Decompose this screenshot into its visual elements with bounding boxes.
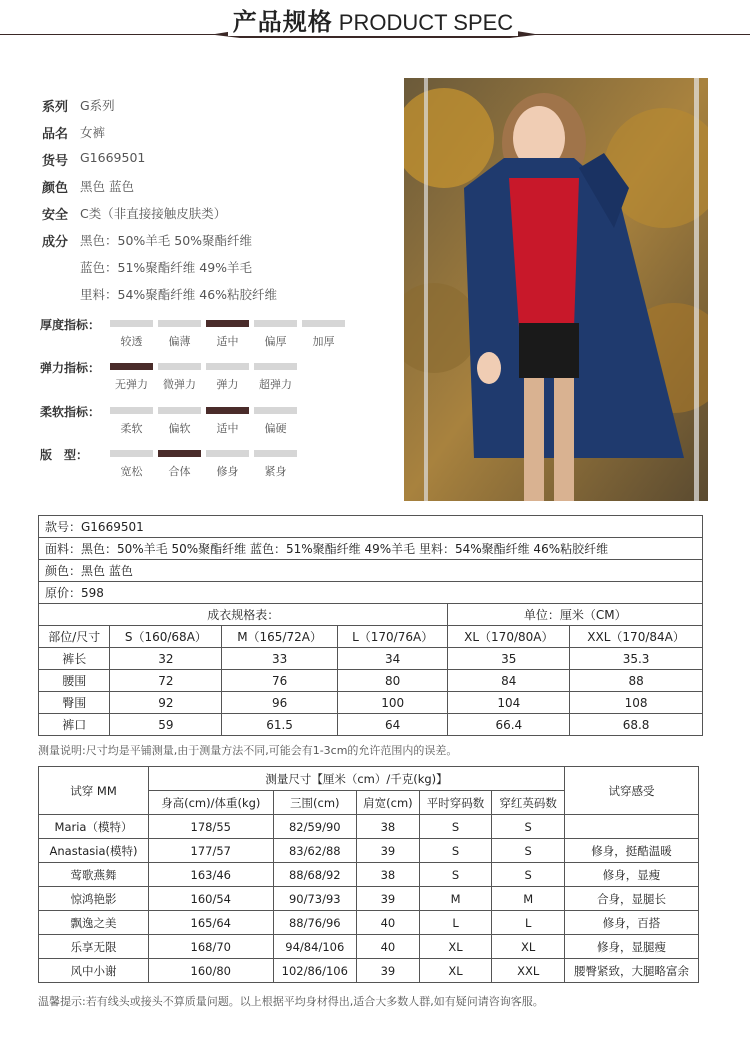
indicator-option-label: 适中 <box>216 335 239 348</box>
spec-colors: 颜色：黑色 蓝色 <box>39 560 703 582</box>
size-cell: 88 <box>570 670 703 692</box>
indicator-scale <box>110 407 297 436</box>
indicator-option <box>158 363 201 392</box>
page-header <box>0 0 750 62</box>
indicator-option <box>110 450 153 479</box>
size-header-cell: L（170/76A） <box>337 626 448 648</box>
fit-cell: 40 <box>357 911 420 935</box>
fit-cell: Anastasia(模特) <box>39 839 149 863</box>
fit-cell: 合身，显腿长 <box>565 887 699 911</box>
indicator-bar-selected <box>206 320 249 327</box>
fit-cell: 177/57 <box>149 839 274 863</box>
fit-cell: 莺歌燕舞 <box>39 863 149 887</box>
fit-cell: 修身，显腿瘦 <box>565 935 699 959</box>
indicator-bar <box>254 450 297 457</box>
attr-series: 系列 G系列 <box>42 98 115 115</box>
fit-cell: L <box>492 911 565 935</box>
indicator-option-label: 加厚 <box>312 335 335 348</box>
indicator-bar <box>158 407 201 414</box>
indicator-option-label: 偏厚 <box>264 335 287 348</box>
fit-cell: 40 <box>357 935 420 959</box>
indicator-bar <box>110 407 153 414</box>
fit-cell: S <box>492 815 565 839</box>
fit-cell: S <box>419 815 492 839</box>
fit-cell <box>565 815 699 839</box>
fit-subheader-cell: 身高(cm)/体重(kg) <box>149 791 274 815</box>
fit-cell: Maria（模特） <box>39 815 149 839</box>
size-cell: 92 <box>110 692 222 714</box>
fit-cell: 165/64 <box>149 911 274 935</box>
indicator-option <box>158 450 201 479</box>
fit-row <box>39 815 699 839</box>
indicator-option-label: 弹力 <box>216 378 239 391</box>
size-cell: 96 <box>222 692 338 714</box>
indicator-label: 厚度指标： <box>40 318 101 332</box>
fit-cell: 160/80 <box>149 959 274 983</box>
title-cn: 产品规格 <box>232 8 333 36</box>
indicator-option-label: 微弹力 <box>163 378 196 391</box>
fit-row <box>39 887 699 911</box>
attribute-list <box>42 96 382 312</box>
fit-cell: S <box>419 839 492 863</box>
indicator-bar <box>110 450 153 457</box>
spec-fabric: 面料：黑色：50%羊毛 50%聚酯纤维 蓝色：51%聚酯纤维 49%羊毛 里料：54%聚酯纤维 46%粘胶纤维 <box>39 538 703 560</box>
indicator-option <box>254 320 297 349</box>
size-cell: 64 <box>337 714 448 736</box>
fit-cell: 39 <box>357 839 420 863</box>
indicator-scale <box>110 450 297 479</box>
indicator-label: 版 型： <box>40 448 89 462</box>
fit-cell: 83/62/88 <box>273 839 357 863</box>
indicator-option-label: 紧身 <box>264 465 287 478</box>
indicator-label: 弹力指标： <box>40 361 101 375</box>
indicator-bar <box>206 450 249 457</box>
fit-cell: 163/46 <box>149 863 274 887</box>
size-row <box>39 714 703 736</box>
fit-row <box>39 911 699 935</box>
indicator-option <box>206 320 249 349</box>
indicator-option <box>254 363 297 392</box>
indicator-bar <box>206 363 249 370</box>
fit-cell: 82/59/90 <box>273 815 357 839</box>
size-row <box>39 648 703 670</box>
fit-cell: 修身，挺酷温暖 <box>565 839 699 863</box>
indicator-bar-selected <box>206 407 249 414</box>
indicator-option <box>206 363 249 392</box>
attr-composition-lining: 里料：54%聚酯纤维 46%粘胶纤维 <box>80 287 278 302</box>
size-header-cell: XL（170/80A） <box>448 626 570 648</box>
indicator-option-label: 较透 <box>120 335 143 348</box>
fit-cell: 乐享无限 <box>39 935 149 959</box>
fit-cell: L <box>419 911 492 935</box>
fit-cell: 160/54 <box>149 887 274 911</box>
fit-cell: 38 <box>357 863 420 887</box>
fit-subheader-cell: 平时穿码数 <box>419 791 492 815</box>
fit-cell: S <box>492 839 565 863</box>
fit-cell: 38 <box>357 815 420 839</box>
indicator-bar <box>110 320 153 327</box>
size-cell: 61.5 <box>222 714 338 736</box>
indicator-bar <box>302 320 345 327</box>
fit-cell: XL <box>492 935 565 959</box>
indicator-option <box>254 450 297 479</box>
attr-safety: 安全 C类（非直接接触皮肤类） <box>42 206 227 223</box>
size-cell: 34 <box>337 648 448 670</box>
spec-table <box>38 515 703 736</box>
indicator-option-label: 宽松 <box>120 465 143 478</box>
size-cell: 臀围 <box>39 692 110 714</box>
fit-cell: 修身，百搭 <box>565 911 699 935</box>
indicator-option-label: 超弹力 <box>259 378 292 391</box>
fit-row <box>39 863 699 887</box>
indicator-option-label: 偏硬 <box>264 422 287 435</box>
size-cell: 84 <box>448 670 570 692</box>
fit-cell: 94/84/106 <box>273 935 357 959</box>
spec-model: 款号：G1669501 <box>39 516 703 538</box>
size-cell: 裤长 <box>39 648 110 670</box>
indicator-option <box>110 320 153 349</box>
fit-cell: S <box>492 863 565 887</box>
fit-header-measure: 测量尺寸【厘米（cm）/千克(kg)】 <box>149 767 565 791</box>
fit-table <box>38 766 699 983</box>
indicator-option-label: 偏软 <box>168 422 191 435</box>
indicator-option-label: 偏薄 <box>168 335 191 348</box>
size-cell: 80 <box>337 670 448 692</box>
indicator-bar <box>158 363 201 370</box>
fit-cell: 39 <box>357 959 420 983</box>
size-cell: 35 <box>448 648 570 670</box>
indicator-option-label: 柔软 <box>120 422 143 435</box>
fit-cell: 90/73/93 <box>273 887 357 911</box>
size-cell: 104 <box>448 692 570 714</box>
indicator-bar-selected <box>158 450 201 457</box>
indicator-option <box>254 407 297 436</box>
indicator-bar-selected <box>110 363 153 370</box>
indicator-option-label: 合体 <box>168 465 191 478</box>
fit-cell: 168/70 <box>149 935 274 959</box>
size-cell: 33 <box>222 648 338 670</box>
size-header-cell: M（165/72A） <box>222 626 338 648</box>
indicator-bar <box>254 363 297 370</box>
indicator-label: 柔软指标： <box>40 405 101 419</box>
indicator-option <box>302 320 345 349</box>
fit-cell: 修身，显瘦 <box>565 863 699 887</box>
size-header-cell: S（160/68A） <box>110 626 222 648</box>
size-row <box>39 670 703 692</box>
fit-cell: XXL <box>492 959 565 983</box>
indicator-option-label: 适中 <box>216 422 239 435</box>
size-cell: 35.3 <box>570 648 703 670</box>
fit-cell: 88/68/92 <box>273 863 357 887</box>
fit-cell: 178/55 <box>149 815 274 839</box>
size-row <box>39 692 703 714</box>
indicator-scale <box>110 363 297 392</box>
header-title <box>228 2 518 36</box>
size-cell: 32 <box>110 648 222 670</box>
fit-row <box>39 839 699 863</box>
tip-note: 温馨提示:若有线头或接头不算质量问题。以上根据平均身材得出,适合大多数人群,如有疑问请咨询客服。 <box>38 995 544 1008</box>
fit-subheader-cell: 穿红英码数 <box>492 791 565 815</box>
indicator-option-label: 修身 <box>216 465 239 478</box>
fit-header-model: 试穿 MM <box>39 767 149 815</box>
size-cell: 腰围 <box>39 670 110 692</box>
attr-name: 品名 女裤 <box>42 125 106 142</box>
indicator-bar <box>158 320 201 327</box>
indicator-option <box>110 407 153 436</box>
fit-cell: 39 <box>357 887 420 911</box>
size-cell: 108 <box>570 692 703 714</box>
size-cell: 66.4 <box>448 714 570 736</box>
indicator-option <box>158 407 201 436</box>
indicator-bar <box>254 320 297 327</box>
size-cell: 72 <box>110 670 222 692</box>
fit-cell: 腰臀紧致，大腿略富余 <box>565 959 699 983</box>
fit-header-feel: 试穿感受 <box>565 767 699 815</box>
fit-cell: 惊鸿艳影 <box>39 887 149 911</box>
fit-row <box>39 959 699 983</box>
indicator-option <box>110 363 153 392</box>
size-cell: 100 <box>337 692 448 714</box>
fit-subheader-cell: 肩宽(cm) <box>357 791 420 815</box>
fit-cell: 风中小谢 <box>39 959 149 983</box>
size-header-cell: XXL（170/84A） <box>570 626 703 648</box>
attr-composition-blue: 蓝色：51%聚酯纤维 49%羊毛 <box>80 260 253 275</box>
attr-color: 颜色 黑色 蓝色 <box>42 179 134 196</box>
fit-cell: XL <box>419 959 492 983</box>
size-cell: 裤口 <box>39 714 110 736</box>
attr-code: 货号 G1669501 <box>42 150 146 169</box>
size-cell: 76 <box>222 670 338 692</box>
indicator-option <box>206 407 249 436</box>
attr-composition: 成分 黑色：50%羊毛 50%聚酯纤维 <box>42 233 253 250</box>
indicator-option <box>206 450 249 479</box>
fit-cell: S <box>419 863 492 887</box>
model-photo-art <box>404 78 708 501</box>
indicator-option <box>158 320 201 349</box>
fit-cell: 102/86/106 <box>273 959 357 983</box>
title-en: PRODUCT SPEC <box>338 10 514 35</box>
indicator-bar <box>254 407 297 414</box>
size-table-title: 成衣规格表： <box>39 604 448 626</box>
spec-price: 原价：598 <box>39 582 703 604</box>
indicator-scale <box>110 320 345 349</box>
size-cell: 68.8 <box>570 714 703 736</box>
fit-row <box>39 935 699 959</box>
fit-subheader-cell: 三围(cm) <box>273 791 357 815</box>
fit-cell: 飘逸之美 <box>39 911 149 935</box>
model-photo <box>404 78 708 501</box>
fit-cell: M <box>492 887 565 911</box>
fit-cell: 88/76/96 <box>273 911 357 935</box>
fit-cell: XL <box>419 935 492 959</box>
size-header-cell: 部位/尺寸 <box>39 626 110 648</box>
size-table-unit: 单位：厘米（CM） <box>448 604 703 626</box>
size-cell: 59 <box>110 714 222 736</box>
indicator-option-label: 无弹力 <box>115 378 148 391</box>
fit-cell: M <box>419 887 492 911</box>
measure-note: 测量说明:尺寸均是平铺测量,由于测量方法不同,可能会有1-3cm的允许范围内的误差。 <box>38 744 458 757</box>
